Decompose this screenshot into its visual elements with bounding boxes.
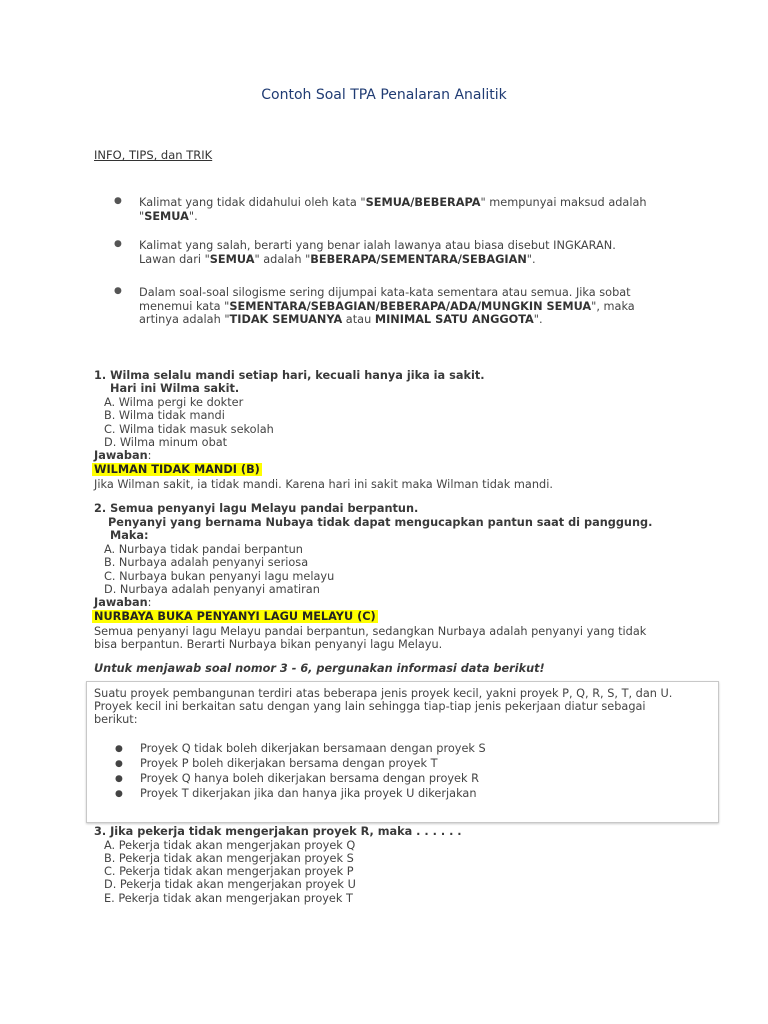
instruction: Untuk menjawab soal nomor 3 - 6, pergunakan informasi data berikut!: [94, 662, 545, 675]
question-2: 2. Semua penyanyi lagu Melayu pandai berpantun.: [94, 502, 419, 515]
explanation: Jika Wilman sakit, ia tidak mandi. Karena hari ini sakit maka Wilman tidak mandi.: [94, 478, 553, 491]
question-1-premise: Hari ini Wilma sakit.: [110, 382, 240, 395]
option: D. Wilma minum obat: [104, 436, 228, 449]
answer-highlight: WILMAN TIDAK MANDI (B): [94, 463, 260, 476]
option: C. Pekerja tidak akan mengerjakan proyek P: [104, 865, 354, 878]
bullet-icon: ●: [115, 789, 123, 799]
option: D. Pekerja tidak akan mengerjakan proyek U: [104, 878, 356, 891]
bullet-icon: ●: [115, 774, 123, 784]
info-heading: INFO, TIPS, dan TRIK: [94, 148, 213, 162]
answer-highlight: NURBAYA BUKA PENYANYI LAGU MELAYU (C): [94, 610, 376, 623]
rule-item: Proyek P boleh dikerjakan bersama dengan proyek T: [140, 757, 438, 770]
info-box: [86, 681, 719, 823]
question-1: 1. Wilma selalu mandi setiap hari, kecuali hanya jika ia sakit.: [94, 369, 485, 382]
page-title: Contoh Soal TPA Penalaran Analitik: [261, 87, 507, 103]
bullet-icon: ●: [114, 286, 122, 296]
option: A. Pekerja tidak akan mengerjakan proyek Q: [104, 839, 356, 852]
question-3: 3. Jika pekerja tidak mengerjakan proyek R, maka . . . . . .: [94, 825, 462, 838]
option: B. Wilma tidak mandi: [104, 409, 225, 422]
bullet-icon: ●: [114, 196, 122, 206]
rule-item: Proyek Q hanya boleh dikerjakan bersama dengan proyek R: [140, 772, 479, 785]
box-paragraph: Proyek kecil ini berkaitan satu dengan yang lain sehingga tiap-tiap jenis pekerjaan diatur sebagai: [94, 700, 646, 713]
option: D. Nurbaya adalah penyanyi amatiran: [104, 583, 320, 596]
question-2-prompt: Maka:: [110, 529, 149, 542]
explanation: bisa berpantun. Berarti Nurbaya bikan penyanyi lagu Melayu.: [94, 638, 443, 651]
explanation: Semua penyanyi lagu Melayu pandai berpantun, sedangkan Nurbaya adalah penyanyi yang tidak: [94, 625, 647, 638]
answer-label: Jawaban:: [94, 596, 152, 609]
answer-label: Jawaban:: [94, 449, 152, 462]
bullet-icon: ●: [115, 759, 123, 769]
option: A. Wilma pergi ke dokter: [104, 396, 244, 409]
rule-item: Proyek T dikerjakan jika dan hanya jika proyek U dikerjakan: [140, 787, 477, 800]
rule-item: Proyek Q tidak boleh dikerjakan bersamaan dengan proyek S: [140, 742, 486, 755]
box-paragraph: Suatu proyek pembangunan terdiri atas beberapa jenis proyek kecil, yakni proyek P, Q, R, S, T, dan U.: [94, 687, 673, 700]
bullet-icon: ●: [114, 239, 122, 249]
question-2-premise: Penyanyi yang bernama Nubaya tidak dapat mengucapkan pantun saat di panggung.: [108, 516, 653, 529]
option: E. Pekerja tidak akan mengerjakan proyek T: [104, 892, 353, 905]
option: C. Wilma tidak masuk sekolah: [104, 423, 274, 436]
option: A. Nurbaya tidak pandai berpantun: [104, 543, 303, 556]
box-paragraph: berikut:: [94, 713, 138, 726]
bullet-icon: ●: [115, 744, 123, 754]
option: B. Pekerja tidak akan mengerjakan proyek S: [104, 852, 354, 865]
option: C. Nurbaya bukan penyanyi lagu melayu: [104, 570, 335, 583]
option: B. Nurbaya adalah penyanyi seriosa: [104, 556, 309, 569]
